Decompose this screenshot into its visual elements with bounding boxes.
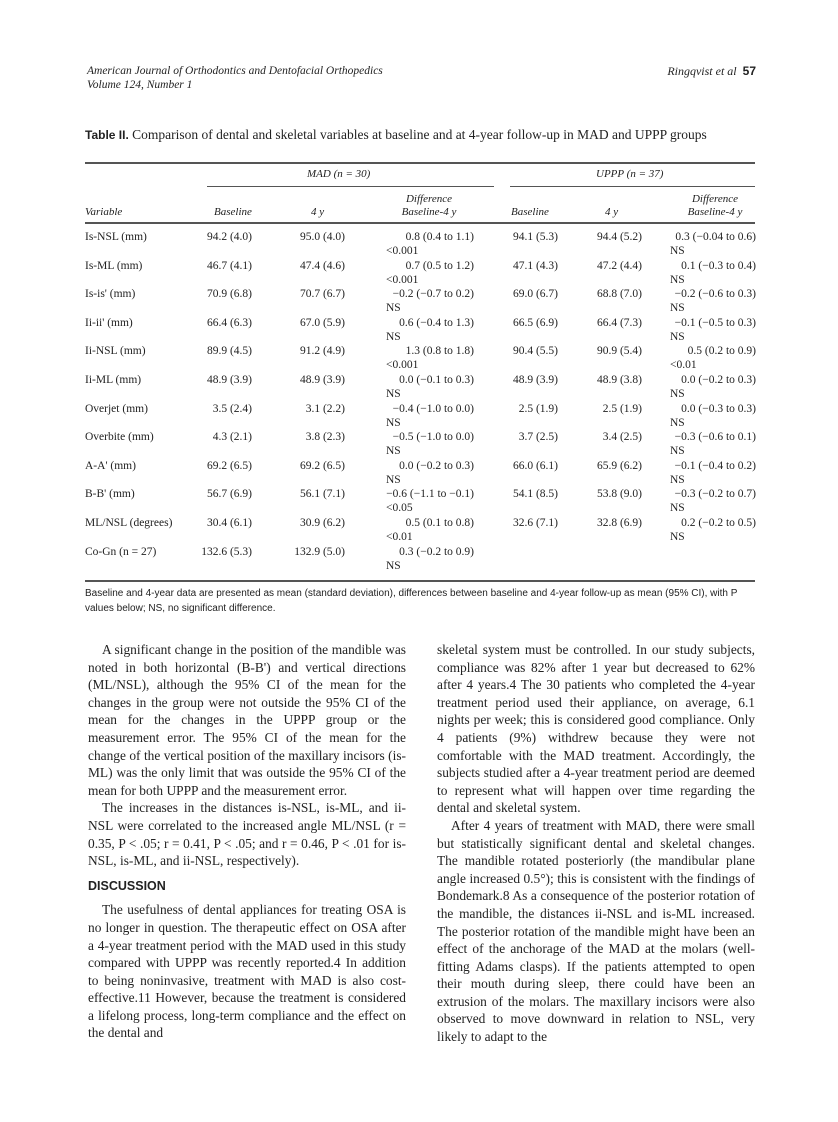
cell-d2: −0.3 (−0.6 to 0.1)	[674, 431, 756, 444]
cell-y1: 30.9 (6.2)	[299, 517, 345, 529]
group-rule-mad	[207, 186, 494, 187]
col-diff-mad	[386, 193, 472, 219]
paragraph: A significant change in the position of the mandible was noted in both horizontal (B-B') and vertical directions (ML/NSL), although the 95% CI of the mean for the changes in the group were not outside the 95% CI of the mean for the changes in the UPPP group or the measurement error. The 95% CI of the mean for the change of the vertical position of the maxillary incisors (is-ML) was the only limit that was outside the 95% CI of the mean for both UPPP and the measurement error.	[88, 642, 406, 798]
table-row	[0, 460, 838, 488]
cell-y1: 70.7 (6.7)	[299, 288, 345, 301]
cell-var: B-B' (mm)	[85, 488, 135, 501]
cell-b2: 48.9 (3.9)	[512, 374, 558, 386]
cell-p2: NS	[670, 330, 685, 343]
cell-b1: 3.5 (2.4)	[212, 402, 252, 415]
cell-p1: <0.01	[386, 531, 413, 543]
cell-p2: NS	[670, 473, 685, 486]
cell-b1: 30.4 (6.1)	[206, 517, 252, 529]
cell-b1: 89.9 (4.5)	[206, 345, 252, 358]
cell-y1: 132.9 (5.0)	[294, 545, 345, 558]
cell-b2: 94.1 (5.3)	[512, 231, 558, 243]
cell-d1: 0.8 (0.4 to 1.1)	[405, 231, 474, 243]
cell-b1: 66.4 (6.3)	[206, 316, 252, 329]
cell-y2: 2.5 (1.9)	[602, 402, 642, 415]
cell-b1: 46.7 (4.1)	[206, 259, 252, 272]
cell-y2: 47.2 (4.4)	[596, 259, 642, 272]
cell-d1: −0.2 (−0.7 to 0.2)	[392, 288, 474, 301]
cell-p2: NS	[670, 273, 685, 286]
col-diff-line2: Baseline-4 y	[401, 206, 457, 218]
table-caption-text: Comparison of dental and skeletal variables at baseline and at 4-year follow-up in MAD and UPPP groups	[132, 127, 707, 142]
cell-p2: <0.01	[670, 359, 697, 372]
cell-d1: −0.4 (−1.0 to 0.0)	[392, 402, 474, 415]
cell-p1: NS	[386, 416, 401, 429]
cell-d2: 0.1 (−0.3 to 0.4)	[681, 259, 756, 272]
section-heading: DISCUSSION	[88, 878, 166, 893]
table-row	[0, 374, 838, 402]
cell-d2: −0.2 (−0.6 to 0.3)	[674, 288, 756, 301]
cell-b1: 4.3 (2.1)	[212, 431, 252, 444]
group-rule-uppp	[510, 186, 755, 187]
cell-d1: 0.7 (0.5 to 1.2)	[405, 259, 474, 272]
table-bottom-rule	[85, 580, 755, 582]
cell-b1: 48.9 (3.9)	[206, 374, 252, 386]
cell-var: Ii-ML (mm)	[85, 374, 142, 386]
cell-y1: 48.9 (3.9)	[299, 374, 345, 386]
col-diff-line1: Difference	[405, 193, 452, 205]
cell-d2: 0.0 (−0.3 to 0.3)	[681, 402, 756, 415]
col-diff-line1: Difference	[691, 193, 738, 205]
body-column-left	[88, 641, 406, 1042]
col-variable: Variable	[85, 206, 123, 218]
table-label: Table II.	[85, 128, 129, 142]
page-number: 57	[742, 64, 756, 78]
cell-y2: 94.4 (5.2)	[596, 231, 642, 243]
table-row	[0, 517, 838, 545]
cell-b2: 66.5 (6.9)	[512, 316, 558, 329]
cell-y1: 69.2 (6.5)	[299, 459, 345, 472]
cell-var: ML/NSL (degrees)	[85, 517, 173, 529]
running-header-authors	[667, 64, 756, 79]
group-header-mad: MAD (n = 30)	[307, 168, 371, 180]
running-header-journal	[87, 64, 383, 92]
cell-b2: 66.0 (6.1)	[512, 459, 558, 472]
cell-d1: 0.3 (−0.2 to 0.9)	[399, 545, 474, 558]
cell-d1: 0.0 (−0.1 to 0.3)	[399, 374, 474, 386]
cell-b2: 32.6 (7.1)	[512, 517, 558, 529]
cell-p1: NS	[386, 445, 401, 458]
table-row	[0, 345, 838, 373]
cell-b2: 69.0 (6.7)	[512, 288, 558, 301]
cell-d2: 0.0 (−0.2 to 0.3)	[681, 374, 756, 386]
cell-b2: 54.1 (8.5)	[512, 488, 558, 501]
table-row	[0, 231, 838, 259]
cell-p2: NS	[670, 445, 685, 458]
cell-d1: 0.6 (−0.4 to 1.3)	[399, 316, 474, 329]
paragraph: After 4 years of treatment with MAD, there were small but statistically significant dental and skeletal changes. The mandible rotated posteriorly (the mandibular plane angle increased 0.5°); this is consistent with the findings of Bondemark.8 As a consequence of the posterior rotation of the mandible, the distances ii-NSL and is-ML increased. The posterior rotation of the mandible might have been an effect of the anchorage of the MAD at the molars (well-fitting Adams clasps). If the patients attempted to open their mouth during sleep, there could have been an extrusion of the molars. The maxillary incisors were also observed to move downward in relation to NSL, very likely to adapt to the	[437, 817, 755, 1045]
cell-p1: <0.001	[386, 359, 419, 372]
cell-y2: 53.8 (9.0)	[596, 488, 642, 501]
cell-p1: NS	[386, 330, 401, 343]
cell-var: Is-is' (mm)	[85, 288, 136, 301]
cell-y1: 47.4 (4.6)	[299, 259, 345, 272]
cell-p2: NS	[670, 245, 685, 257]
cell-y2: 48.9 (3.8)	[596, 374, 642, 386]
cell-var: Overbite (mm)	[85, 431, 154, 444]
cell-p1: NS	[386, 388, 401, 400]
cell-d2: −0.1 (−0.5 to 0.3)	[674, 316, 756, 329]
cell-y1: 56.1 (7.1)	[299, 488, 345, 501]
table-footnote: Baseline and 4-year data are presented as mean (standard deviation), differences between baseline and 4-year follow-up as mean (95% CI), with P values below; NS, no significant difference.	[85, 588, 738, 614]
cell-var: Is-ML (mm)	[85, 259, 143, 272]
col-baseline-uppp: Baseline	[511, 206, 549, 218]
table-row	[0, 317, 838, 345]
cell-b2: 3.7 (2.5)	[518, 431, 558, 444]
cell-var: Overjet (mm)	[85, 402, 148, 415]
cell-y2: 90.9 (5.4)	[596, 345, 642, 358]
cell-b2: 47.1 (4.3)	[512, 259, 558, 272]
cell-p1: <0.001	[386, 245, 419, 257]
cell-b1: 94.2 (4.0)	[206, 231, 252, 243]
cell-y1: 3.1 (2.2)	[305, 402, 345, 415]
cell-d1: −0.5 (−1.0 to 0.0)	[392, 431, 474, 444]
col-baseline-mad: Baseline	[214, 206, 252, 218]
cell-p2: NS	[670, 531, 685, 543]
paragraph: The usefulness of dental appliances for treating OSA is no longer in question. The therapeutic effect on OSA after a 4-year treatment period with the MAD used in this study compared with UPPP was recently reported.4 In addition to being noninvasive, treatment with MAD is also cost-effective.11 However, because the treatment is considered a lifelong process, long-term compliance and the effect on the dental and	[88, 902, 406, 1041]
cell-d1: −0.6 (−1.1 to −0.1)	[386, 488, 474, 501]
paragraph: skeletal system must be controlled. In our study subjects, compliance was 82% after 1 year but decreased to 62% after 4 years.4 The 30 patients who completed the 4-year treatment period used their appliance, on average, 6.1 nights per week; this is considered good compliance. Only 4 patients (9%) withdrew because they were not comfortable with the MAD treatment. Accordingly, the subjects studied after a 4-year treatment period are deemed to represent what will happen over time regarding the dental and skeletal system.	[437, 642, 755, 816]
group-header-uppp: UPPP (n = 37)	[596, 168, 664, 180]
table-top-rule	[85, 162, 755, 164]
cell-var: Is-NSL (mm)	[85, 231, 147, 243]
cell-d2: −0.1 (−0.4 to 0.2)	[674, 459, 756, 472]
cell-p2: NS	[670, 502, 685, 515]
body-column-right	[437, 641, 755, 1046]
cell-y2: 65.9 (6.2)	[596, 459, 642, 472]
table-row	[0, 431, 838, 459]
cell-d1: 0.0 (−0.2 to 0.3)	[399, 459, 474, 472]
cell-var: A-A' (mm)	[85, 459, 136, 472]
paragraph: The increases in the distances is-NSL, is-ML, and ii-NSL were correlated to the increased angle ML/NSL (r = 0.35, P < .05; r = 0.41, P < .05; and r = 0.46, P < .01 for is-NSL, is-ML, and ii-NSL, respectively).	[88, 800, 406, 869]
cell-b1: 69.2 (6.5)	[206, 459, 252, 472]
cell-y2: 3.4 (2.5)	[602, 431, 642, 444]
col-diff-line2: Baseline-4 y	[687, 206, 743, 218]
col-diff-uppp	[672, 193, 758, 219]
cell-d2: 0.3 (−0.04 to 0.6)	[675, 231, 756, 243]
cell-y2: 66.4 (7.3)	[596, 316, 642, 329]
cell-d1: 0.5 (0.1 to 0.8)	[405, 517, 474, 529]
cell-y1: 95.0 (4.0)	[299, 231, 345, 243]
cell-d2: 0.5 (0.2 to 0.9)	[687, 345, 756, 358]
cell-p1: <0.05	[386, 502, 413, 515]
cell-b2: 90.4 (5.5)	[512, 345, 558, 358]
table-row	[0, 260, 838, 288]
cell-p1: NS	[386, 473, 401, 486]
col-4y-mad: 4 y	[311, 206, 325, 218]
cell-y1: 3.8 (2.3)	[305, 431, 345, 444]
table-row	[0, 546, 838, 574]
cell-var: Co-Gn (n = 27)	[85, 545, 157, 558]
cell-y1: 67.0 (5.9)	[299, 316, 345, 329]
cell-d2: 0.2 (−0.2 to 0.5)	[681, 517, 756, 529]
table-header-rule	[85, 222, 755, 224]
authors: Ringqvist et al	[667, 64, 737, 78]
cell-y1: 91.2 (4.9)	[299, 345, 345, 358]
journal-name: American Journal of Orthodontics and Dentofacial Orthopedics	[87, 65, 383, 77]
cell-var: Ii-ii' (mm)	[85, 316, 133, 329]
cell-p1: NS	[386, 302, 401, 315]
table-row	[0, 288, 838, 316]
cell-b1: 132.6 (5.3)	[201, 545, 252, 558]
table-row	[0, 403, 838, 431]
table-caption	[85, 127, 765, 143]
cell-b1: 56.7 (6.9)	[206, 488, 252, 501]
cell-p2: NS	[670, 302, 685, 315]
cell-d1: 1.3 (0.8 to 1.8)	[405, 345, 474, 358]
cell-y2: 68.8 (7.0)	[596, 288, 642, 301]
cell-b1: 70.9 (6.8)	[206, 288, 252, 301]
cell-b2: 2.5 (1.9)	[518, 402, 558, 415]
table-row	[0, 488, 838, 516]
col-4y-uppp: 4 y	[605, 206, 619, 218]
cell-var: Ii-NSL (mm)	[85, 345, 146, 358]
cell-d2: −0.3 (−0.2 to 0.7)	[674, 488, 756, 501]
cell-p1: NS	[386, 559, 401, 572]
cell-y2: 32.8 (6.9)	[596, 517, 642, 529]
cell-p2: NS	[670, 416, 685, 429]
journal-volume: Volume 124, Number 1	[87, 79, 193, 91]
cell-p1: <0.001	[386, 273, 419, 286]
cell-p2: NS	[670, 388, 685, 400]
